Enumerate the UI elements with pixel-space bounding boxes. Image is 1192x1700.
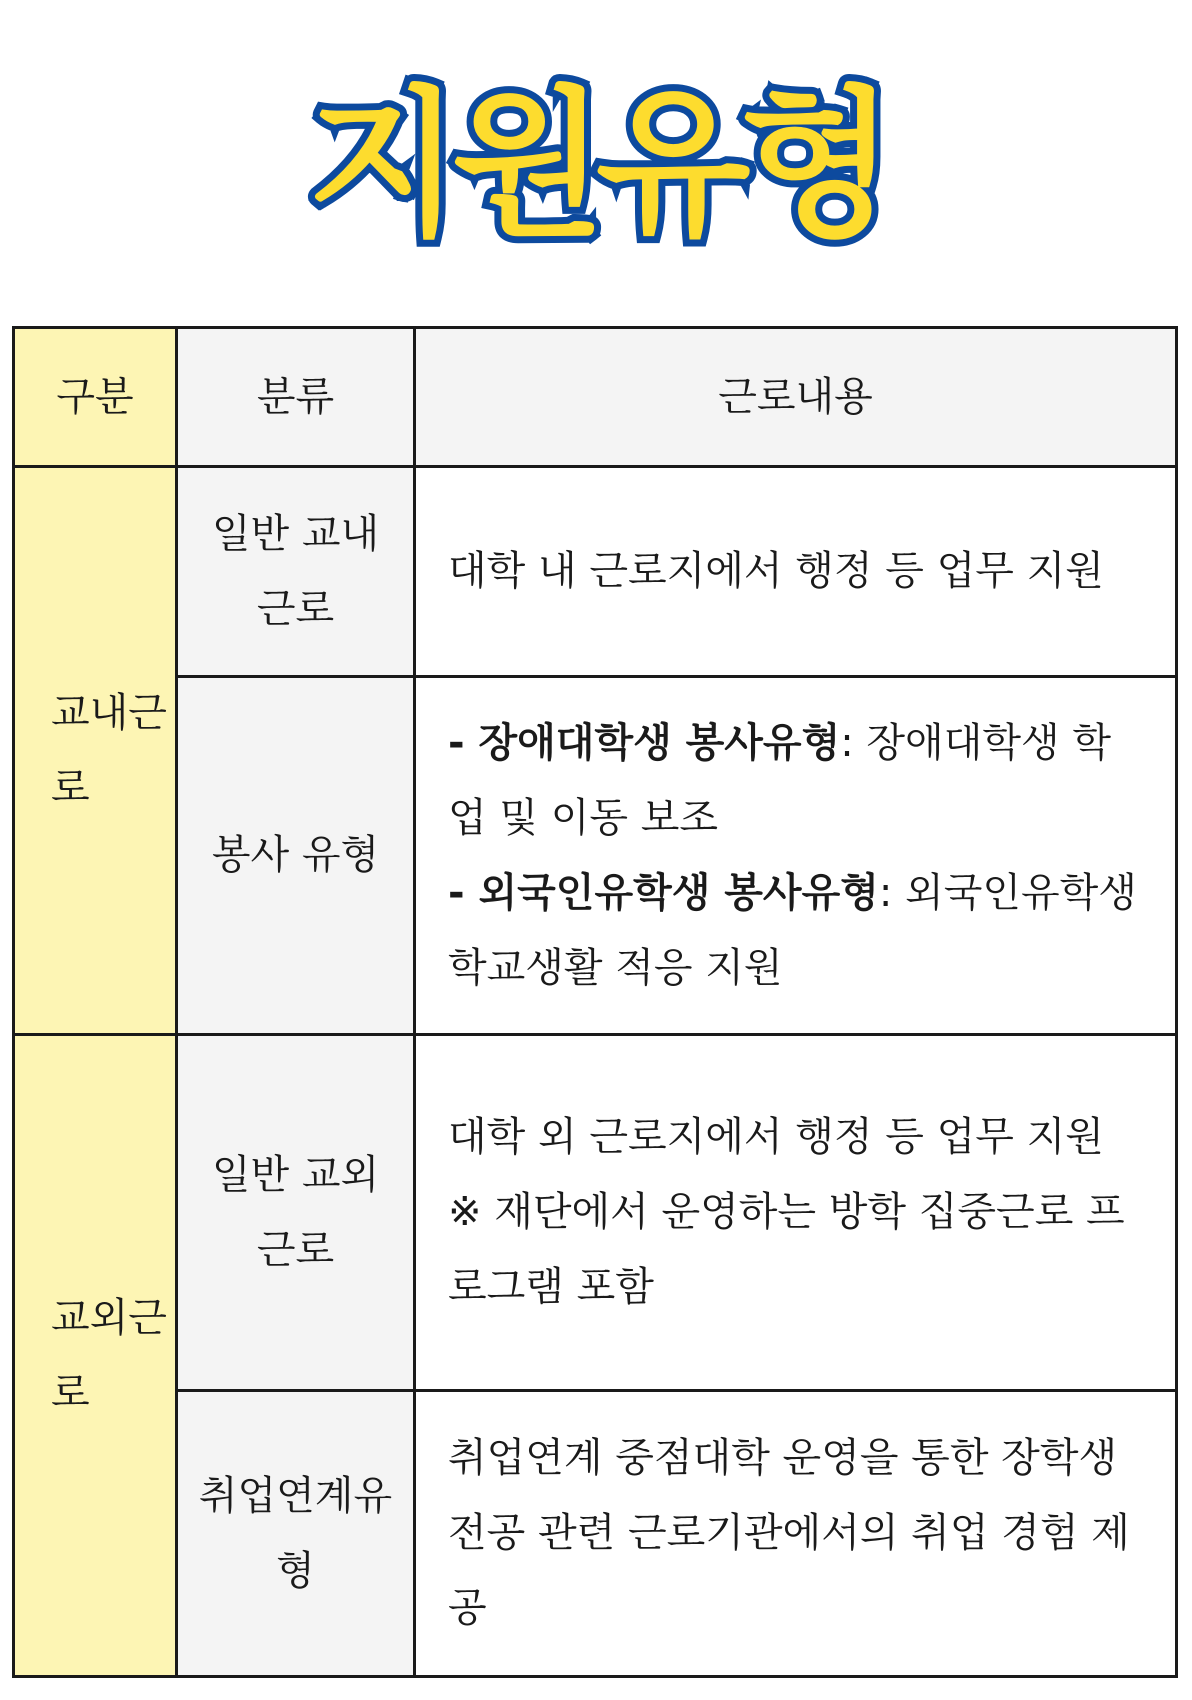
table-row	[14, 467, 1177, 677]
type-cell: 일반 교내근로	[177, 467, 415, 677]
category-cell-off-campus: 교외근로	[14, 1035, 177, 1677]
type-cell: 취업연계유형	[177, 1391, 415, 1677]
item-text: : 장애대학생 학업 및 이동 보조	[448, 719, 1111, 841]
content-item	[448, 706, 1139, 856]
table-header-row	[14, 328, 1177, 467]
type-cell: 봉사 유형	[177, 677, 415, 1035]
type-cell: 일반 교외근로	[177, 1035, 415, 1391]
content-cell	[415, 1035, 1177, 1391]
item-title: - 외국인유학생 봉사유형	[448, 869, 879, 916]
title-banner	[0, 60, 1192, 270]
item-text: : 외국인유학생 학교생활 적응 지원	[448, 869, 1137, 991]
header-category: 구분	[14, 328, 177, 467]
content-note: ※ 재단에서 운영하는 방학 집중근로 프로그램 포함	[448, 1189, 1125, 1310]
content-text: 대학 외 근로지에서 행정 등 업무 지원	[448, 1114, 1104, 1160]
header-type: 분류	[177, 328, 415, 467]
support-type-table	[12, 326, 1178, 1678]
category-cell-on-campus: 교내근로	[14, 467, 177, 1035]
table-row	[14, 677, 1177, 1035]
header-content: 근로내용	[415, 328, 1177, 467]
content-item	[448, 856, 1139, 1006]
content-cell: 취업연계 중점대학 운영을 통한 장학생 전공 관련 근로기관에서의 취업 경험 제공	[415, 1391, 1177, 1677]
content-cell	[415, 677, 1177, 1035]
page-title: 지원유형	[306, 71, 886, 258]
table-row	[14, 1035, 1177, 1391]
item-title: - 장애대학생 봉사유형	[448, 719, 841, 766]
table-row	[14, 1391, 1177, 1677]
content-cell: 대학 내 근로지에서 행정 등 업무 지원	[415, 467, 1177, 677]
